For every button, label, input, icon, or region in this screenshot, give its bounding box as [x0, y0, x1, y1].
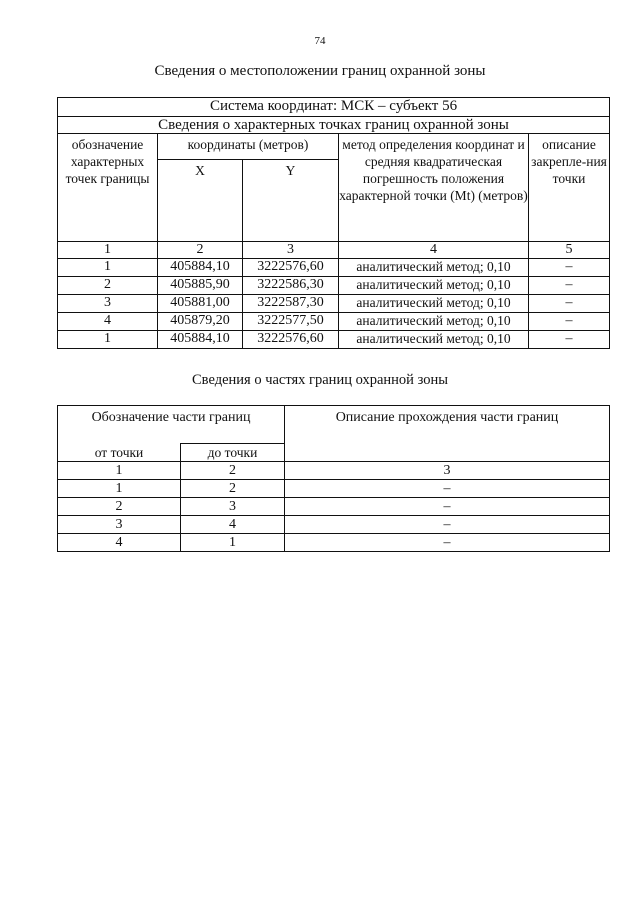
column-number: 1 — [58, 242, 158, 259]
x-cell: 405884,10 — [158, 259, 243, 277]
part-description-header: Описание прохождения части границ — [285, 406, 610, 462]
column-number: 3 — [243, 242, 339, 259]
table-row — [58, 534, 610, 552]
to-point-header: до точки — [181, 444, 285, 462]
coordinate-system-cell: Система координат: МСК – субъект 56 — [58, 98, 610, 117]
description-cell: – — [529, 295, 610, 313]
point-cell: 2 — [58, 277, 158, 295]
page-number: 74 — [314, 35, 326, 47]
point-cell: 1 — [58, 331, 158, 349]
description-cell: – — [529, 331, 610, 349]
column-number: 5 — [529, 242, 610, 259]
part-designation-header: Обозначение части границ — [58, 406, 285, 444]
to-cell: 1 — [181, 534, 285, 552]
method-cell: аналитический метод; 0,10 — [339, 313, 529, 331]
x-cell: 405879,20 — [158, 313, 243, 331]
table-row — [58, 259, 610, 277]
from-cell: 1 — [58, 480, 181, 498]
method-header: метод определения координат и средняя квадратическая погрешность положения характерной точки (Mt) (метров) — [339, 134, 529, 242]
table-row — [58, 480, 610, 498]
method-cell: аналитический метод; 0,10 — [339, 331, 529, 349]
point-designation-header: обозначение характерных точек границы — [58, 134, 158, 242]
point-cell: 1 — [58, 259, 158, 277]
method-cell: аналитический метод; 0,10 — [339, 259, 529, 277]
description-cell: – — [285, 534, 610, 552]
fixing-description-header: описание закрепле-ния точки — [529, 134, 610, 242]
section-title-location: Сведения о местоположении границ охранной зоны — [154, 63, 486, 79]
from-cell: 4 — [58, 534, 181, 552]
to-cell: 2 — [181, 480, 285, 498]
from-cell: 2 — [58, 498, 181, 516]
y-header: Y — [243, 160, 339, 242]
method-cell: аналитический метод; 0,10 — [339, 277, 529, 295]
section-title-parts: Сведения о частях границ охранной зоны — [192, 372, 448, 388]
to-cell: 3 — [181, 498, 285, 516]
y-cell: 3222576,60 — [243, 331, 339, 349]
description-cell: – — [285, 516, 610, 534]
description-cell: – — [285, 480, 610, 498]
to-cell: 4 — [181, 516, 285, 534]
y-cell: 3222576,60 — [243, 259, 339, 277]
x-header: X — [158, 160, 243, 242]
table-row — [58, 516, 610, 534]
x-cell: 405884,10 — [158, 331, 243, 349]
characteristic-points-header: Сведения о характерных точках границ охранной зоны — [58, 117, 610, 134]
description-cell: – — [529, 277, 610, 295]
coordinates-table — [57, 97, 610, 349]
point-cell: 3 — [58, 295, 158, 313]
y-cell: 3222586,30 — [243, 277, 339, 295]
boundary-parts-table — [57, 405, 610, 552]
table-row — [58, 498, 610, 516]
table-row — [58, 277, 610, 295]
y-cell: 3222577,50 — [243, 313, 339, 331]
from-cell: 3 — [58, 516, 181, 534]
column-number: 3 — [285, 462, 610, 480]
column-number: 2 — [158, 242, 243, 259]
description-cell: – — [285, 498, 610, 516]
y-cell: 3222587,30 — [243, 295, 339, 313]
x-cell: 405885,90 — [158, 277, 243, 295]
x-cell: 405881,00 — [158, 295, 243, 313]
coordinates-header: координаты (метров) — [158, 134, 339, 160]
column-number: 4 — [339, 242, 529, 259]
description-cell: – — [529, 313, 610, 331]
table-row — [58, 331, 610, 349]
table-row — [58, 313, 610, 331]
column-number: 1 — [58, 462, 181, 480]
table-row — [58, 295, 610, 313]
description-cell: – — [529, 259, 610, 277]
from-point-header: от точки — [58, 444, 181, 462]
point-cell: 4 — [58, 313, 158, 331]
method-cell: аналитический метод; 0,10 — [339, 295, 529, 313]
column-number: 2 — [181, 462, 285, 480]
